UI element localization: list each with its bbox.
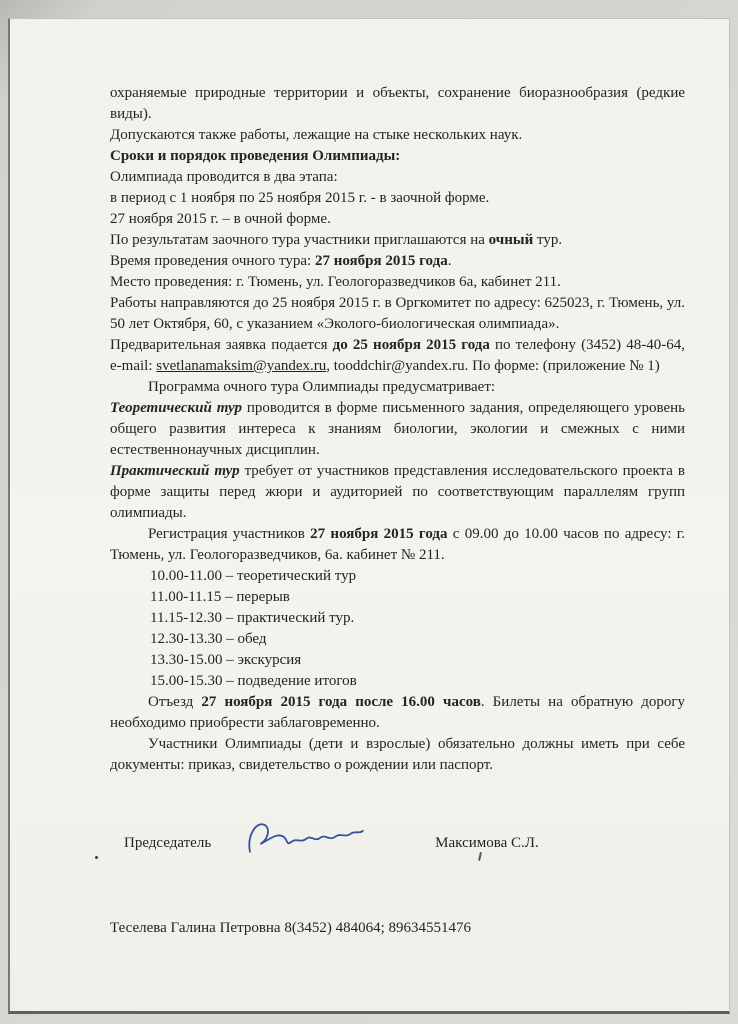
paragraph (110, 398, 685, 461)
paragraph (150, 566, 685, 587)
paragraph (150, 629, 685, 650)
text-segment: очный (488, 232, 534, 248)
text-segment: . Билеты на обратную дорогу необходимо приобрести заблаговременно. (110, 694, 685, 731)
paragraph (110, 83, 685, 125)
text-segment: Допускаются также работы, лежащие на стыке нескольких наук. (110, 127, 523, 143)
signature-row (110, 812, 685, 860)
text-segment: охраняемые природные территории и объекты, сохранение биоразнообразия (редкие виды). (110, 85, 685, 122)
paragraph (110, 251, 685, 272)
text-segment: 11.00-11.15 – перерыв (150, 589, 290, 605)
text-segment: 27 ноября 2015 года (310, 526, 448, 542)
paragraph (110, 167, 685, 188)
text-segment: с 09.00 до 10.00 часов по адресу: г. Тюмень, ул. Геологоразведчиков, 6а. кабинет № 211. (110, 526, 685, 563)
text-segment: 10.00-11.00 – теоретический тур (150, 568, 357, 584)
paragraph (110, 692, 685, 734)
chairman-name: Максимова С.Л. (435, 835, 539, 851)
paragraph (150, 650, 685, 671)
text-segment: до 25 ноября 2015 года (332, 337, 490, 353)
paragraph (110, 146, 685, 167)
text-segment: тур. (533, 232, 563, 248)
paragraph (110, 461, 685, 524)
text-segment: Олимпиада проводится в два этапа: (110, 169, 338, 185)
paragraph (110, 335, 685, 377)
scanned-page (8, 18, 730, 1014)
paragraph (150, 587, 685, 608)
paragraph (110, 293, 685, 335)
text-segment: 27 ноября 2015 г. – в очной форме. (110, 211, 331, 227)
text-segment: Место проведения: г. Тюмень, ул. Геологоразведчиков 6а, кабинет 211. (110, 274, 561, 290)
signature (238, 808, 371, 865)
text-segment: 13.30-15.00 – экскурсия (150, 652, 302, 668)
text-segment: Программа очного тура Олимпиады предусматривает: (148, 379, 496, 395)
text-segment: Предварительная заявка подается (110, 337, 333, 353)
text-segment: Работы направляются до 25 ноября 2015 г. в Оргкомитет по адресу: 625023, г. Тюмень, ул. 50 лет Октября, 60, с указанием «Эколого-биологическая олимпиада». (110, 295, 685, 332)
text-segment: Сроки и порядок проведения Олимпиады: (110, 148, 401, 164)
text-segment: Практический тур (110, 463, 240, 479)
text-segment: Регистрация участников (148, 526, 311, 542)
paragraph (110, 272, 685, 293)
text-segment: Время проведения очного тура: (110, 253, 315, 269)
text-segment: 11.15-12.30 – практический тур. (150, 610, 355, 626)
text-segment: по телефону (3452) 48-40-64, e-mail: (110, 337, 685, 374)
text-segment: , tooddchir@yandex.ru. По форме: (приложение № 1) (326, 358, 660, 374)
document-body (110, 83, 685, 776)
paragraph (110, 188, 685, 209)
text-segment: svetlanamaksim@yandex.ru (156, 358, 327, 374)
text-segment: По результатам заочного тура участники приглашаются на (110, 232, 489, 248)
chairman-label: Председатель (124, 835, 212, 851)
text-segment: 27 ноября 2015 года (314, 253, 448, 269)
text-segment: Отъезд (148, 694, 202, 710)
paragraph (110, 524, 685, 566)
signature-stroke (248, 817, 364, 852)
paragraph (150, 608, 685, 629)
scan-speck-dot (95, 856, 98, 859)
text-segment: проводится в форме письменного задания, определяющего уровень общего развития интереса к знаниям биологии, экологии и смежных с ними естественнонаучных дисциплин. (110, 400, 685, 458)
text-segment: Участники Олимпиады (дети и взрослые) обязательно должны иметь при себе документы: приказ, свидетельство о рождении или паспорт. (110, 736, 685, 773)
text-segment: 12.30-13.30 – обед (150, 631, 267, 647)
text-segment: 27 ноября 2015 года после 16.00 часов (201, 694, 481, 710)
text-segment: 15.00-15.30 – подведение итогов (150, 673, 357, 689)
text-segment: . (447, 253, 452, 269)
text-segment: в период с 1 ноября по 25 ноября 2015 г. - в заочной форме. (110, 190, 490, 206)
paragraph (110, 209, 685, 230)
paragraph (110, 377, 685, 398)
text-segment: Теоретический тур (110, 400, 242, 416)
paragraph (110, 734, 685, 776)
paragraph (150, 671, 685, 692)
footer-contact: Теселева Галина Петровна 8(3452) 484064; 89634551476 (110, 920, 471, 936)
text-segment: требует от участников представления исследовательского проекта в форме защиты перед жюри и аудиторией по соответствующим параллелям групп олимпиады. (110, 463, 685, 521)
paragraph (110, 230, 685, 251)
paragraph (110, 125, 685, 146)
